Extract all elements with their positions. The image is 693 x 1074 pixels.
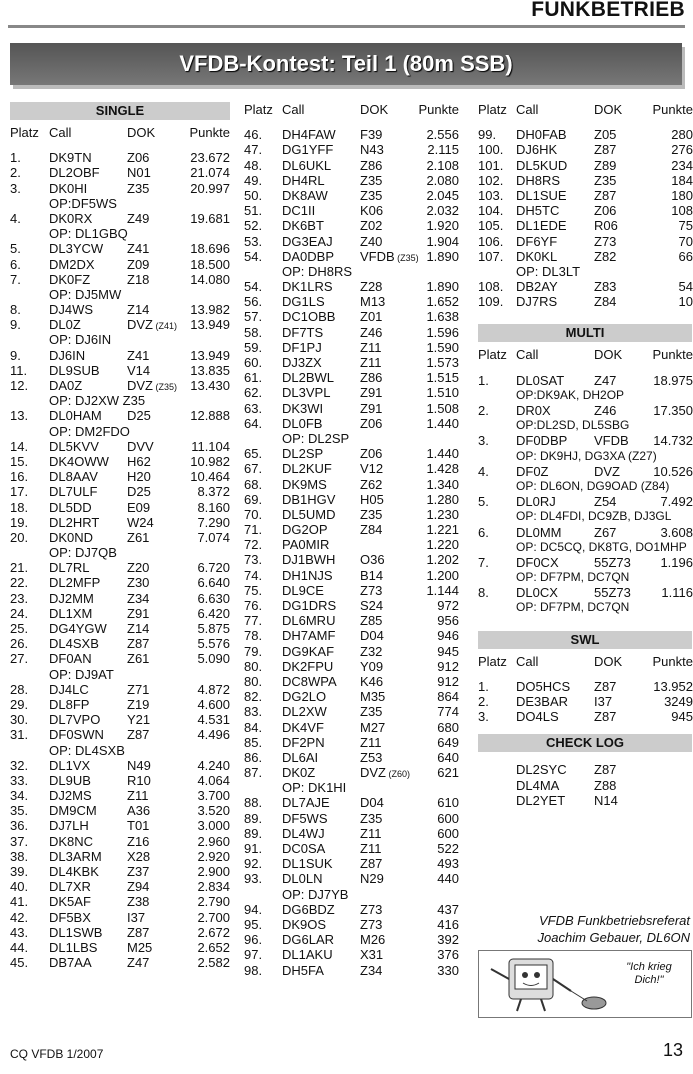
table-row: 4. DF0Z DVZ 10.526	[478, 463, 693, 479]
table-row: 68. DK9MS Z62 1.340	[244, 476, 459, 492]
table-row: 52. DK6BT Z02 1.920	[244, 218, 459, 234]
table-row: 16. DL8AAV H20 10.464	[10, 469, 230, 485]
table-row: 1. DL0SAT Z47 18.975	[478, 372, 693, 388]
column-3	[478, 102, 692, 808]
table-row: 9. DL0Z DVZ (Z41) 13.949	[10, 317, 230, 333]
footer-publication: CQ VFDB 1/2007	[10, 1047, 104, 1061]
table-row: 23. DJ2MM Z34 6.630	[10, 590, 230, 606]
swl-results-list	[478, 679, 692, 725]
multi-section-title: MULTI	[478, 324, 692, 342]
table-row: 89. DL4WJ Z11 600	[244, 825, 459, 841]
operator-line: OP: DJ2XW Z35	[49, 393, 146, 409]
single-section-title: SINGLE	[10, 102, 230, 120]
operator-line: OP: DM2FDO	[49, 423, 130, 439]
table-row: 79. DG9KAF Z32 945	[244, 643, 459, 659]
table-row: 9. DJ6IN Z41 13.949	[10, 347, 230, 363]
table-row: 95. DK9OS Z73 416	[244, 916, 459, 932]
table-row: 62. DL3VPL Z91 1.510	[244, 385, 459, 401]
table-row: 18. DL5DD E09 8.160	[10, 499, 230, 515]
operator-line: OP: DJ6IN	[49, 332, 112, 348]
table-row: 40. DL7XR Z94 2.834	[10, 879, 230, 895]
checklog-row: DL2SYC Z87	[516, 762, 617, 778]
single-results-list-continued	[244, 127, 459, 978]
table-row: 30. DL7VPO Y21 4.531	[10, 712, 230, 728]
table-row: 60. DJ3ZX Z11 1.573	[244, 355, 459, 370]
table-row: 54. DA0DBP VFDB (Z35) 1.890	[244, 248, 459, 264]
operator-line: OP: DF7PM, DC7QN	[516, 570, 630, 585]
header-rule	[8, 25, 685, 28]
section-title: FUNKBETRIEB	[531, 0, 685, 21]
table-row: 96. DG6LAR M26 392	[244, 932, 459, 948]
table-header: Platz Call DOK Punkte	[478, 347, 693, 363]
operator-line: OP:DL2SD, DL5SBG	[516, 418, 630, 433]
column-1	[10, 102, 230, 970]
table-row: 37. DK8NC Z16 2.960	[10, 833, 230, 849]
table-row: 104. DH5TC Z06 108	[478, 203, 693, 219]
table-row: 93. DL0LN N29 440	[244, 871, 459, 887]
table-row: 31. DF0SWN Z87 4.496	[10, 727, 230, 743]
table-row: 15. DK4OWW H62 10.982	[10, 453, 230, 469]
table-row: 99. DH0FAB Z05 280	[478, 127, 693, 143]
table-row: 4. DK0RX Z49 19.681	[10, 210, 230, 226]
table-row: 5. DL0RJ Z54 7.492	[478, 494, 693, 510]
table-row: 88. DL7AJE D04 610	[244, 795, 459, 811]
operator-line: OP: DF7PM, DC7QN	[516, 600, 630, 615]
table-header: Platz Call DOK Punkte	[244, 102, 459, 117]
table-row: 11. DL9SUB V14 13.835	[10, 362, 230, 378]
table-row: 43. DL1SWB Z87 2.672	[10, 924, 230, 940]
table-row: 83. DL2XW Z35 774	[244, 704, 459, 720]
table-row: 103. DL1SUE Z87 180	[478, 187, 693, 203]
table-row: 75. DL9CE Z73 1.144	[244, 582, 459, 598]
table-row: 105. DL1EDE R06 75	[478, 218, 693, 234]
speech-bubble: "Ich krieg Dich!"	[626, 961, 672, 986]
operator-line: OP: DJ7QB	[49, 545, 117, 561]
table-row: 87. DK0Z DVZ (Z60) 621	[244, 765, 459, 781]
table-row: 35. DM9CM A36 3.520	[10, 803, 230, 819]
table-row: 26. DL4SXB Z87 5.576	[10, 636, 230, 652]
page-number: 13	[662, 1040, 683, 1060]
table-row: 101. DL5KUD Z89 234	[478, 157, 693, 173]
table-row: 92. DL1SUK Z87 493	[244, 856, 459, 872]
checklog-row: DL2YET N14	[516, 792, 618, 808]
operator-line: OP: DL4FDI, DC9ZB, DJ3GL	[516, 509, 672, 524]
cartoon	[478, 950, 692, 1018]
page-title: VFDB-Kontest: Teil 1 (80m SSB)	[10, 43, 682, 85]
operator-line: OP: DL6ON, DG9OAD (Z84)	[516, 478, 670, 493]
operator-line: OP: DK1HI	[282, 780, 347, 796]
checklog-row: DL4MA Z88	[516, 777, 617, 793]
table-row: 69. DB1HGV H05 1.280	[244, 491, 459, 507]
table-row: 34. DJ2MS Z11 3.700	[10, 788, 230, 804]
table-row: 51. DC1II K06 2.032	[244, 203, 459, 219]
checklog-list	[478, 762, 692, 808]
operator-line: OP: DL1GBQ	[49, 226, 128, 242]
table-row: 71. DG2OP Z84 1.221	[244, 522, 459, 538]
operator-line: OP: DL2SP	[282, 430, 350, 446]
table-row: 82. DG2LO M35 864	[244, 689, 459, 705]
table-row: 1. DK9TN Z06 23.672	[10, 150, 230, 166]
table-row: 25. DG4YGW Z14 5.875	[10, 621, 230, 636]
table-row: 5. DL3YCW Z41 18.696	[10, 241, 230, 257]
table-row: 86. DL6AI Z53 640	[244, 749, 459, 765]
table-row: 3. DO4LS Z87 945	[478, 709, 693, 725]
operator-line: OP:DK9AK, DH2OP	[516, 387, 625, 402]
table-row: 39. DL4KBK Z37 2.900	[10, 864, 230, 879]
table-row: 67. DL2KUF V12 1.428	[244, 461, 459, 477]
operator-line: OP: DK9HJ, DG3XA (Z27)	[516, 448, 657, 463]
operator-line: OP: DC5CQ, DK8TG, DO1MHP	[516, 539, 687, 554]
table-row: 45. DB7AA Z47 2.582	[10, 955, 230, 971]
table-row: 21. DL7RL Z20 6.720	[10, 560, 230, 576]
table-row: 59. DF1PJ Z11 1.590	[244, 339, 459, 355]
table-row: 84. DK4VF M27 680	[244, 719, 459, 735]
operator-line: OP: DL4SXB	[49, 742, 125, 758]
table-row: 6. DM2DX Z09 18.500	[10, 256, 230, 272]
table-row: 64. DL0FB Z06 1.440	[244, 415, 459, 431]
table-row: 47. DG1YFF N43 2.115	[244, 142, 459, 158]
table-row: 38. DL3ARM X28 2.920	[10, 848, 230, 864]
operator-line: OP: DL3LT	[516, 263, 581, 279]
table-row: 28. DJ4LC Z71 4.872	[10, 681, 230, 697]
table-row: 44. DL1LBS M25 2.652	[10, 939, 230, 955]
table-row: 17. DL7ULF D25 8.372	[10, 484, 230, 500]
table-row: 72. PA0MIR 1.220	[244, 537, 459, 553]
table-row: 1. DO5HCS Z87 13.952	[478, 678, 693, 694]
table-row: 56. DG1LS M13 1.652	[244, 294, 459, 310]
table-row: 13. DL0HAM D25 12.888	[10, 408, 230, 424]
table-row: 7. DK0FZ Z18 14.080	[10, 271, 230, 287]
table-row: 77. DL6MRU Z85 956	[244, 613, 459, 629]
table-row: 49. DH4RL Z35 2.080	[244, 172, 459, 188]
table-row: 50. DK8AW Z35 2.045	[244, 187, 459, 203]
table-row: 108. DB2AY Z83 54	[478, 279, 693, 295]
table-row: 63. DK3WI Z91 1.508	[244, 400, 459, 416]
operator-line: OP: DJ5MW	[49, 286, 122, 302]
column-2	[244, 102, 459, 978]
table-row: 80. DK2FPU Y09 912	[244, 658, 459, 674]
operator-line: OP:DF5WS	[49, 195, 117, 211]
credit: VFDB Funkbetriebsreferat Joachim Gebauer, DL6ON	[537, 913, 690, 945]
table-row: 74. DH1NJS B14 1.200	[244, 567, 459, 583]
table-row: 89. DF5WS Z35 600	[244, 810, 459, 826]
table-row: 2. DL2OBF N01 21.074	[10, 165, 230, 181]
single-results-list	[10, 150, 230, 970]
table-row: 78. DH7AMF D04 946	[244, 628, 459, 644]
table-header: Platz Call DOK Punkte	[478, 102, 693, 117]
table-row: 33. DL9UB R10 4.064	[10, 772, 230, 788]
swl-section-title: SWL	[478, 631, 692, 649]
table-row: 12. DA0Z DVZ (Z35) 13.430	[10, 378, 230, 393]
table-header: Platz Call DOK Punkte	[10, 125, 230, 140]
table-row: 14. DL5KVV DVV 11.104	[10, 438, 230, 454]
table-row: 22. DL2MFP Z30 6.640	[10, 575, 230, 591]
table-row: 6. DL0MM Z67 3.608	[478, 524, 693, 540]
operator-line: OP: DJ9AT	[49, 666, 114, 682]
table-row: 8. DJ4WS Z14 13.982	[10, 302, 230, 318]
table-row: 109. DJ7RS Z84 10	[478, 294, 693, 310]
table-row: 7. DF0CX 55Z73 1.196	[478, 554, 693, 570]
table-header: Platz Call DOK Punkte	[478, 653, 693, 669]
multi-results-list	[478, 373, 692, 616]
table-row: 70. DL5UMD Z35 1.230	[244, 506, 459, 522]
table-row: 100. DJ6HK Z87 276	[478, 142, 693, 158]
table-row: 80. DC8WPA K46 912	[244, 673, 459, 689]
table-row: 73. DJ1BWH O36 1.202	[244, 552, 459, 568]
table-row: 107. DK0KL Z82 66	[478, 248, 693, 264]
single-results-list-end	[478, 127, 692, 309]
table-row: 41. DK5AF Z38 2.790	[10, 894, 230, 910]
table-row: 19. DL2HRT W24 7.290	[10, 514, 230, 530]
table-row: 98. DH5FA Z34 330	[244, 962, 459, 978]
table-row: 53. DG3EAJ Z40 1.904	[244, 233, 459, 249]
table-row: 29. DL8FP Z19 4.600	[10, 696, 230, 712]
table-row: 42. DF5BX I37 2.700	[10, 909, 230, 925]
table-row: 58. DF7TS Z46 1.596	[244, 324, 459, 340]
table-row: 3. DF0DBP VFDB 14.732	[478, 433, 693, 449]
table-row: 2. DE3BAR I37 3249	[478, 694, 693, 709]
table-row: 91. DC0SA Z11 522	[244, 841, 459, 856]
table-row: 46. DH4FAW F39 2.556	[244, 127, 459, 143]
table-row: 57. DC1OBB Z01 1.638	[244, 309, 459, 325]
table-row: 20. DK0ND Z61 7.074	[10, 529, 230, 545]
table-row: 3. DK0HI Z35 20.997	[10, 180, 230, 196]
operator-line: OP: DJ7YB	[282, 886, 349, 902]
table-row: 24. DL1XM Z91 6.420	[10, 605, 230, 621]
table-row: 48. DL6UKL Z86 2.108	[244, 157, 459, 173]
table-row: 102. DH8RS Z35 184	[478, 172, 693, 188]
table-row: 106. DF6YF Z73 70	[478, 233, 693, 249]
table-row: 97. DL1AKU X31 376	[244, 947, 459, 963]
operator-line: OP: DH8RS	[282, 263, 353, 279]
table-row: 8. DL0CX 55Z73 1.116	[478, 585, 693, 601]
table-row: 2. DR0X Z46 17.350	[478, 403, 693, 418]
table-row: 61. DL2BWL Z86 1.515	[244, 370, 459, 386]
table-row: 65. DL2SP Z06 1.440	[244, 446, 459, 462]
table-row: 54. DK1LRS Z28 1.890	[244, 279, 459, 295]
table-row: 85. DF2PN Z11 649	[244, 734, 459, 750]
checklog-section-title: CHECK LOG	[478, 734, 692, 752]
table-row: 76. DG1DRS S24 972	[244, 598, 459, 613]
table-row: 32. DL1VX N49 4.240	[10, 757, 230, 773]
table-row: 36. DJ7LH T01 3.000	[10, 818, 230, 834]
table-row: 94. DG6BDZ Z73 437	[244, 901, 459, 917]
table-row: 27. DF0AN Z61 5.090	[10, 651, 230, 667]
